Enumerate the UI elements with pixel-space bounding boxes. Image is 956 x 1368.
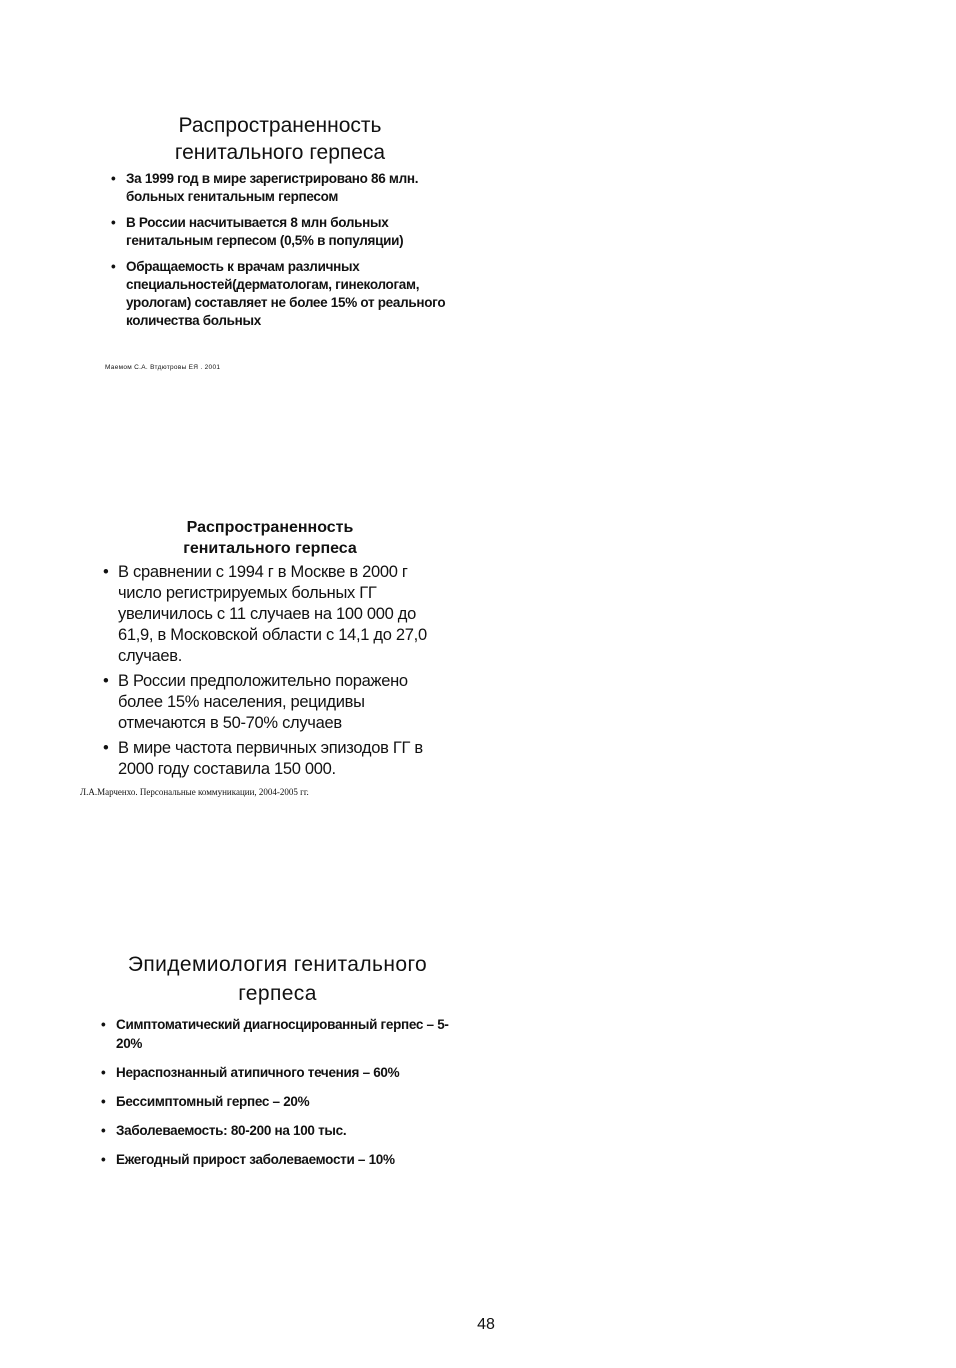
bullet-item: • Ежегодный прирост заболеваемости – 10% bbox=[116, 1151, 466, 1170]
page-number: 48 bbox=[477, 1316, 495, 1333]
title-line: генитального герпеса bbox=[183, 540, 357, 557]
slide-title bbox=[105, 950, 450, 1008]
bullet-item: • Обращаемость к врачам различных специальностей(дерматологам, гинекологам, урологам) составляет не более 15% от реального количества больных bbox=[126, 258, 456, 330]
title-line: Распространенность bbox=[178, 114, 382, 137]
bullet-item: • Нераспознанный атипичного течения – 60% bbox=[116, 1064, 466, 1083]
title-line: Распространенность bbox=[186, 519, 354, 536]
title-line: генитального герпеса bbox=[174, 141, 386, 164]
bullet-item: • Бессимптомный герпес – 20% bbox=[116, 1093, 466, 1112]
bullet-item: • В сравнении с 1994 г в Москве в 2000 г число регистрируемых больных ГГ увеличилось с 11 случаев на 100 000 до 61,9, в Московской области с 14,1 до 27,0 случаев. bbox=[118, 562, 448, 667]
source-citation: Л.А.Марченхо. Персональные коммуникации, 2004-2005 гг. bbox=[80, 787, 309, 797]
bullet-item: • За 1999 год в мире зарегистрировано 86 млн. больных генитальным герпесом bbox=[126, 170, 456, 206]
bullet-list bbox=[118, 562, 448, 784]
slide-title bbox=[130, 112, 430, 166]
source-citation: Маемом С.А. Втдютровы ЕЯ . 2001 bbox=[105, 364, 221, 371]
bullet-item: • Заболеваемость: 80-200 на 100 тыс. bbox=[116, 1122, 466, 1141]
bullet-item: • В мире частота первичных эпизодов ГГ в 2000 году составила 150 000. bbox=[118, 738, 448, 780]
slide-title bbox=[120, 517, 420, 559]
bullet-item: • В России насчитывается 8 млн больных генитальным герпесом (0,5% в популяции) bbox=[126, 214, 456, 250]
title-line: Эпидемиология генитального bbox=[127, 953, 428, 976]
bullet-list bbox=[126, 170, 456, 338]
bullet-item: • Симптоматический диагносцированный герпес – 5-20% bbox=[116, 1016, 466, 1053]
bullet-item: • В России предположительно поражено более 15% населения, рецидивы отмечаются в 50-70% случаев bbox=[118, 671, 448, 734]
title-line: герпеса bbox=[238, 982, 317, 1005]
bullet-list bbox=[116, 1016, 466, 1180]
